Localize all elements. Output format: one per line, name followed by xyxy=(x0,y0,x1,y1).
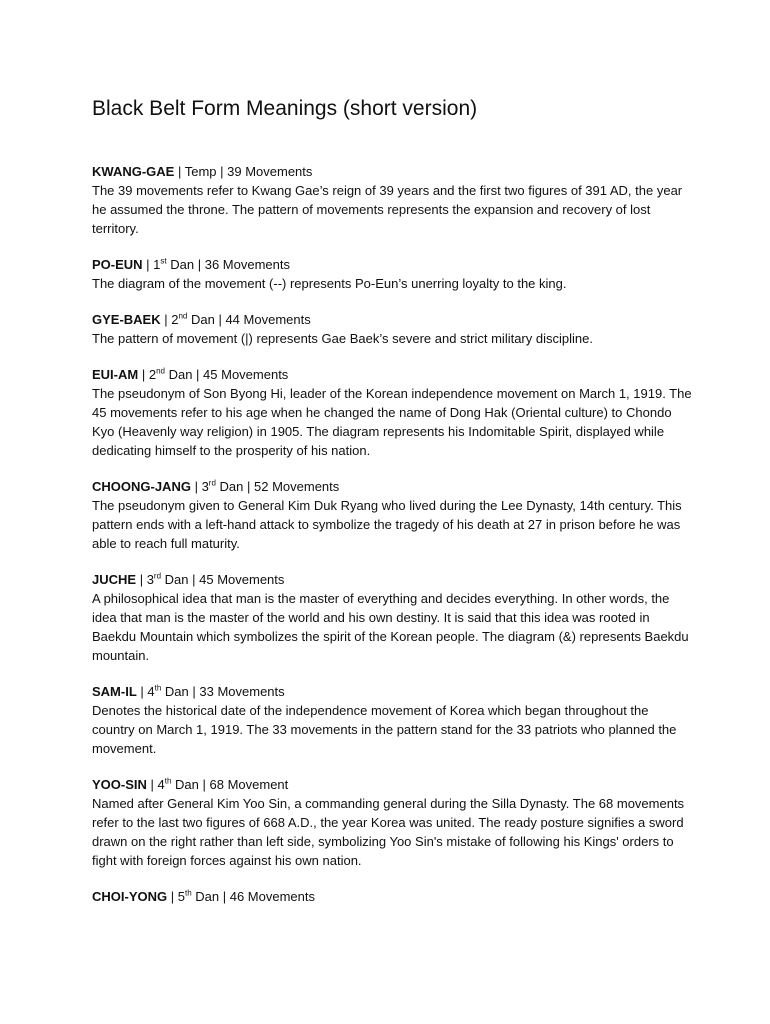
form-name: JUCHE xyxy=(92,572,137,587)
page-title: Black Belt Form Meanings (short version) xyxy=(92,97,478,120)
entry-heading: YOO-SIN | 4th Dan | 68 Movement xyxy=(92,776,289,792)
form-rank xyxy=(202,479,244,494)
rank-ordinal: rd xyxy=(208,478,216,488)
form-description: The 39 movements refer to Kwang Gae’s reign of 39 years and the first two figures of 391 AD, the year he assumed the throne. The pattern of movements represents the expansion and recovery of lost territory. xyxy=(92,183,683,236)
form-description: Named after General Kim Yoo Sin, a commanding general during the Silla Dynasty. The 68 movements refer to the last two figures of 668 A.D., the year Korea was united. The ready posture signifies a sword drawn on the right rather than left side, symbolizing Yoo Sin's mistake of following his Kings' orders to fight with foreign forces against his own nation. xyxy=(92,796,685,868)
rank-ordinal: th xyxy=(184,888,192,898)
rank-suffix: Dan xyxy=(166,257,195,272)
document-page xyxy=(92,96,692,923)
movement-count: 45 Movements xyxy=(203,367,289,382)
form-description: The pattern of movement (|) represents Gae Baek’s severe and strict military discipline. xyxy=(92,331,593,346)
rank-number: 4 xyxy=(147,684,155,699)
form-name: CHOI-YONG xyxy=(92,889,168,904)
form-name: GYE-BAEK xyxy=(92,312,161,327)
rank-suffix: Dan xyxy=(191,889,220,904)
entry-heading: KWANG-GAE | Temp | 39 Movements xyxy=(92,164,313,179)
rank-number: 2 xyxy=(171,312,179,327)
rank-number: 3 xyxy=(201,479,209,494)
rank-number: 2 xyxy=(148,367,157,382)
form-entry-choong-jang xyxy=(92,477,692,553)
rank-number: 5 xyxy=(177,889,185,904)
form-rank xyxy=(158,777,199,792)
form-entry-yoo-sin xyxy=(92,775,692,870)
rank-ordinal: th xyxy=(154,683,162,693)
rank-number: 3 xyxy=(146,572,154,587)
rank-ordinal: st xyxy=(160,256,167,266)
rank-suffix: Dan xyxy=(161,684,189,699)
form-description: A philosophical idea that man is the master of everything and decides everything. In other words, the idea that man is the master of the world and his own destiny. It is said that this idea was rooted in Baekdu Mountain which symbolizes the spirit of the Korean people. The diagram (&) represents Baekdu mountain. xyxy=(92,591,689,663)
form-description: The diagram of the movement (--) represents Po-Eun’s unerring loyalty to the king. xyxy=(92,276,567,291)
movement-count: 36 Movements xyxy=(204,257,290,272)
rank-suffix: Dan xyxy=(164,367,193,382)
form-name: SAM-IL xyxy=(92,684,137,699)
rank-suffix: Dan xyxy=(161,572,189,587)
form-rank xyxy=(178,889,219,904)
form-rank xyxy=(147,572,189,587)
rank-number: 4 xyxy=(157,777,165,792)
form-name: PO-EUN xyxy=(92,257,143,272)
form-name: KWANG-GAE xyxy=(92,164,175,179)
entry-heading: SAM-IL | 4th Dan | 33 Movements xyxy=(92,683,285,699)
movement-count: 68 Movement xyxy=(209,777,289,792)
form-entry-kwang-gae xyxy=(92,162,692,238)
rank-suffix: Dan xyxy=(171,777,199,792)
form-entry-eui-am xyxy=(92,365,692,460)
form-entry-gye-baek xyxy=(92,310,692,348)
form-description: Denotes the historical date of the independence movement of Korea which began throughout the country on March 1, 1919. The 33 movements in the pattern stand for the 33 patriots who planned the movement. xyxy=(92,703,677,756)
entry-heading: EUI-AM | 2nd Dan | 45 Movements xyxy=(92,366,289,382)
movement-count: 46 Movements xyxy=(229,889,315,904)
entry-heading: JUCHE | 3rd Dan | 45 Movements xyxy=(92,571,285,587)
form-description: The pseudonym given to General Kim Duk Ryang who lived during the Lee Dynasty, 14th century. This pattern ends with a left-hand attack to symbolize the tragedy of his death at 27 in prison before he was able to reach full maturity. xyxy=(92,498,682,551)
movement-count: 45 Movements xyxy=(199,572,285,587)
form-name: YOO-SIN xyxy=(92,777,147,792)
movement-count: 39 Movements xyxy=(227,164,313,179)
form-rank xyxy=(171,312,215,327)
rank-suffix: Dan xyxy=(215,479,244,494)
rank-ordinal: nd xyxy=(178,311,188,321)
rank-suffix: Dan xyxy=(187,312,215,327)
rank-number: 1 xyxy=(153,257,161,272)
movement-count: 52 Movements xyxy=(254,479,340,494)
form-rank xyxy=(185,164,217,179)
entry-heading: CHOONG-JANG | 3rd Dan | 52 Movements xyxy=(92,478,340,494)
entry-heading: PO-EUN | 1st Dan | 36 Movements xyxy=(92,256,290,272)
form-rank xyxy=(147,684,188,699)
form-entry-choi-yong xyxy=(92,887,692,906)
form-description: The pseudonym of Son Byong Hi, leader of the Korean independence movement on March 1, 1919. The 45 movements refer to his age when he changed the name of Dong Hak (Oriental culture) to Chondo Kyo (Heavenly way religion) in 1905. The diagram represents his Indomitable Spirit, displayed while dedicating himself to the prosperity of his nation. xyxy=(92,386,692,458)
form-entry-po-eun xyxy=(92,255,692,293)
rank-number: Temp xyxy=(184,164,217,179)
form-entry-sam-il xyxy=(92,682,692,758)
form-rank xyxy=(149,367,193,382)
form-entry-juche xyxy=(92,570,692,665)
entry-heading: GYE-BAEK | 2nd Dan | 44 Movements xyxy=(92,311,311,327)
rank-ordinal: th xyxy=(164,776,172,786)
entry-heading: CHOI-YONG | 5th Dan | 46 Movements xyxy=(92,888,315,904)
movement-count: 33 Movements xyxy=(199,684,285,699)
form-name: CHOONG-JANG xyxy=(92,479,191,494)
form-rank xyxy=(153,257,194,272)
rank-ordinal: nd xyxy=(156,366,165,376)
form-name: EUI-AM xyxy=(92,367,139,382)
rank-ordinal: rd xyxy=(153,571,162,581)
movement-count: 44 Movements xyxy=(225,312,311,327)
